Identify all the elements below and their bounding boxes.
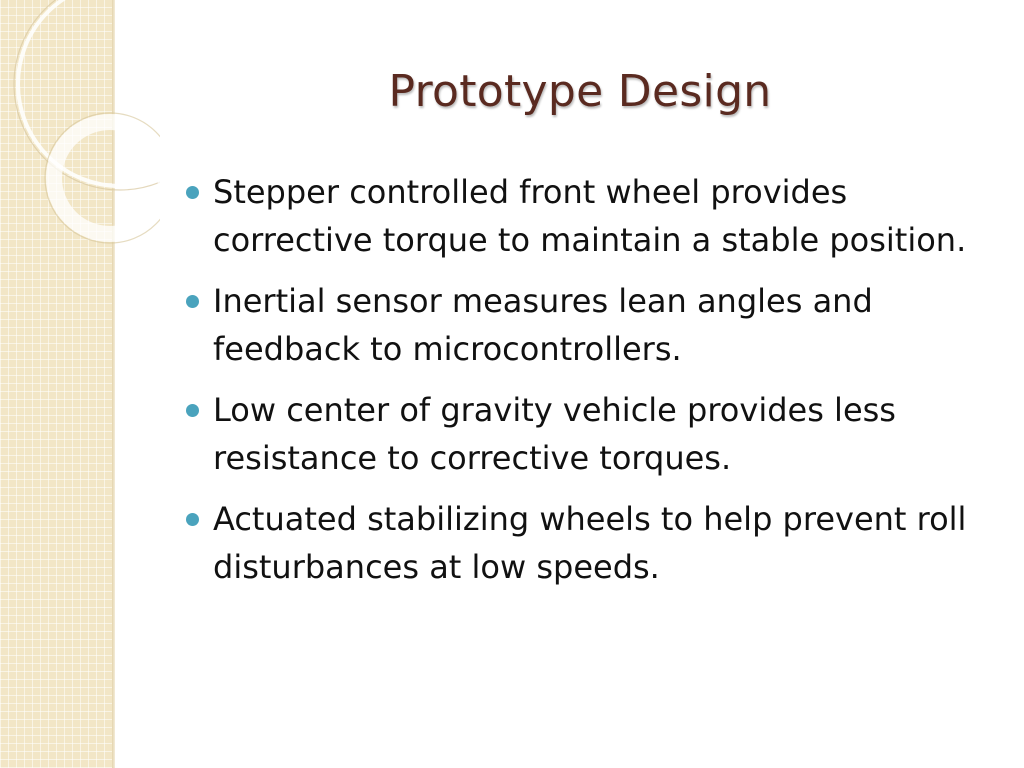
bullet-item bbox=[186, 277, 976, 373]
ring-decoration-icon bbox=[0, 0, 160, 260]
bullet-list bbox=[186, 168, 976, 604]
bullet-text: Low center of gravity vehicle provides less resistance to corrective torques. bbox=[213, 391, 896, 477]
bullet-dot-icon bbox=[186, 186, 199, 199]
bullet-text: Stepper controlled front wheel provides corrective torque to maintain a stable position. bbox=[213, 173, 967, 259]
bullet-dot-icon bbox=[186, 404, 199, 417]
slide-title: Prototype Design bbox=[388, 66, 772, 117]
bullet-text: Inertial sensor measures lean angles and feedback to microcontrollers. bbox=[213, 282, 873, 368]
bullet-dot-icon bbox=[186, 513, 199, 526]
bullet-dot-icon bbox=[186, 295, 199, 308]
bullet-text: Actuated stabilizing wheels to help prevent roll disturbances at low speeds. bbox=[213, 500, 967, 586]
bullet-item bbox=[186, 495, 976, 591]
bullet-item bbox=[186, 168, 976, 264]
bullet-item bbox=[186, 386, 976, 482]
